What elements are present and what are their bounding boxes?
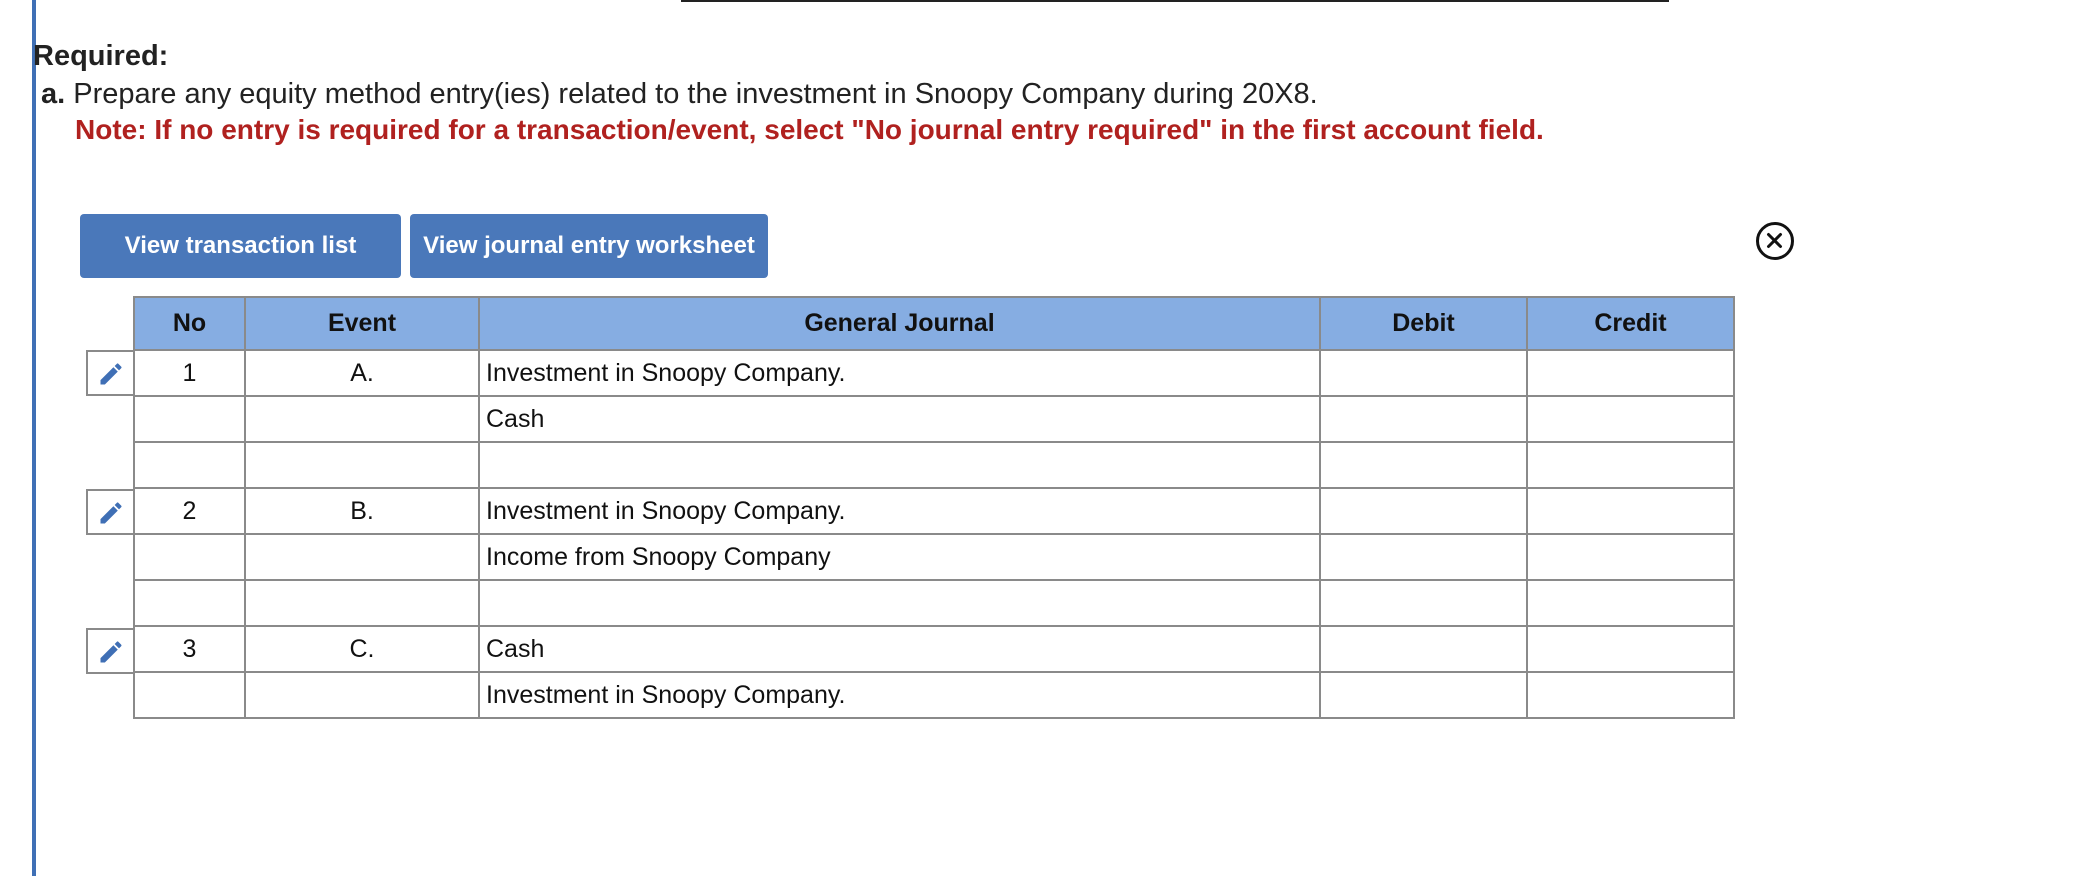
row-account[interactable] bbox=[479, 442, 1320, 488]
edit-entry-1-button[interactable] bbox=[86, 350, 133, 396]
row-account[interactable]: Income from Snoopy Company bbox=[479, 534, 1320, 580]
row-event bbox=[245, 442, 479, 488]
row-credit[interactable] bbox=[1527, 350, 1734, 396]
row-account[interactable]: Investment in Snoopy Company. bbox=[479, 672, 1320, 718]
row-event bbox=[245, 534, 479, 580]
row-debit[interactable] bbox=[1320, 580, 1527, 626]
row-credit[interactable] bbox=[1527, 488, 1734, 534]
table-row bbox=[134, 350, 1734, 396]
table-row bbox=[134, 534, 1734, 580]
pencil-icon bbox=[97, 499, 125, 527]
header-event: Event bbox=[245, 297, 479, 350]
row-debit[interactable] bbox=[1320, 488, 1527, 534]
table-row bbox=[134, 672, 1734, 718]
row-credit[interactable] bbox=[1527, 396, 1734, 442]
row-event: B. bbox=[245, 488, 479, 534]
question-text bbox=[41, 78, 1318, 111]
table-header-row bbox=[134, 297, 1734, 350]
edit-entry-3-button[interactable] bbox=[86, 628, 133, 674]
row-no bbox=[134, 580, 245, 626]
header-no: No bbox=[134, 297, 245, 350]
row-debit[interactable] bbox=[1320, 442, 1527, 488]
header-debit: Debit bbox=[1320, 297, 1527, 350]
row-event bbox=[245, 672, 479, 718]
row-account[interactable]: Investment in Snoopy Company. bbox=[479, 350, 1320, 396]
row-account[interactable]: Cash bbox=[479, 626, 1320, 672]
row-account[interactable]: Investment in Snoopy Company. bbox=[479, 488, 1320, 534]
pencil-icon bbox=[97, 360, 125, 388]
header-general-journal: General Journal bbox=[479, 297, 1320, 350]
row-no bbox=[134, 396, 245, 442]
table-row bbox=[134, 396, 1734, 442]
row-debit[interactable] bbox=[1320, 350, 1527, 396]
table-row bbox=[134, 580, 1734, 626]
row-credit[interactable] bbox=[1527, 534, 1734, 580]
view-transaction-list-button[interactable]: View transaction list bbox=[80, 214, 401, 278]
edit-entry-2-button[interactable] bbox=[86, 489, 133, 535]
row-debit[interactable] bbox=[1320, 396, 1527, 442]
question-body: Prepare any equity method entry(ies) related to the investment in Snoopy Company during 20X8. bbox=[73, 78, 1318, 110]
row-credit[interactable] bbox=[1527, 580, 1734, 626]
row-debit[interactable] bbox=[1320, 626, 1527, 672]
view-journal-entry-worksheet-button[interactable]: View journal entry worksheet bbox=[410, 214, 768, 278]
row-credit[interactable] bbox=[1527, 442, 1734, 488]
table-row bbox=[134, 488, 1734, 534]
row-account[interactable]: Cash bbox=[479, 396, 1320, 442]
question-letter: a. bbox=[41, 78, 66, 110]
row-debit[interactable] bbox=[1320, 534, 1527, 580]
row-credit[interactable] bbox=[1527, 672, 1734, 718]
row-no bbox=[134, 672, 245, 718]
row-no bbox=[134, 442, 245, 488]
row-account[interactable] bbox=[479, 580, 1320, 626]
row-debit[interactable] bbox=[1320, 672, 1527, 718]
row-event bbox=[245, 580, 479, 626]
required-heading: Required: bbox=[33, 40, 169, 72]
pencil-icon bbox=[97, 638, 125, 666]
row-event: C. bbox=[245, 626, 479, 672]
left-accent-rule bbox=[32, 0, 36, 876]
general-journal-table bbox=[133, 296, 1735, 719]
row-credit[interactable] bbox=[1527, 626, 1734, 672]
row-no: 1 bbox=[134, 350, 245, 396]
row-no: 2 bbox=[134, 488, 245, 534]
table-row bbox=[134, 626, 1734, 672]
header-credit: Credit bbox=[1527, 297, 1734, 350]
top-divider bbox=[681, 0, 1669, 2]
row-event: A. bbox=[245, 350, 479, 396]
row-no: 3 bbox=[134, 626, 245, 672]
row-no bbox=[134, 534, 245, 580]
table-row bbox=[134, 442, 1734, 488]
close-icon[interactable] bbox=[1756, 222, 1794, 260]
instruction-note: Note: If no entry is required for a transaction/event, select "No journal entry required" in the first account field. bbox=[75, 114, 1544, 145]
row-event bbox=[245, 396, 479, 442]
